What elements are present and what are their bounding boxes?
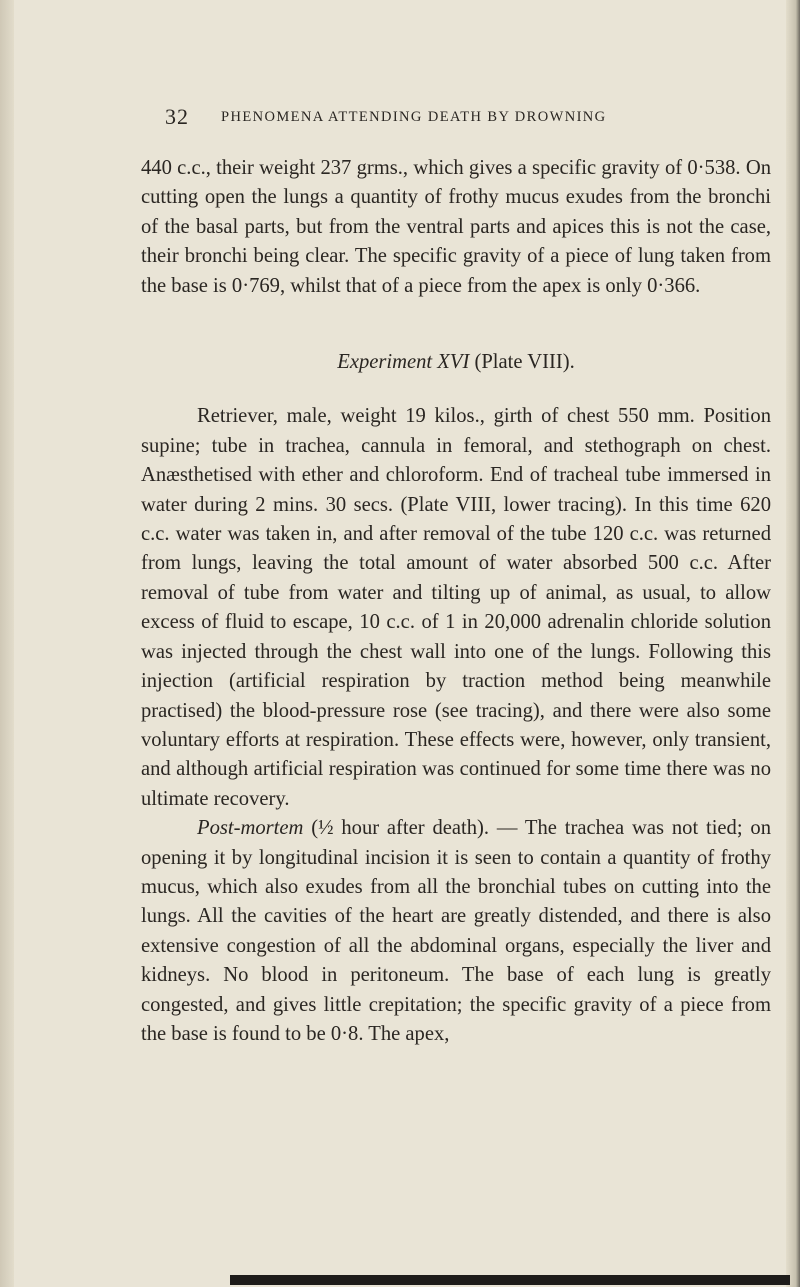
paragraph-continued: 440 c.c., their weight 237 grms., which gives a specific gravity of 0·538. On cutting open the lungs a quantity of frothy mucus exudes from the bronchi of the basal parts, but from the ventral parts and apices this is not the case, their bronchi being clear. The specific gravity of a piece of lung taken from the base is 0·769, whilst that of a piece from the apex is only 0·366. [141, 157, 771, 297]
post-mortem-open: ( [303, 817, 319, 840]
fraction-half: ½ [318, 817, 334, 840]
body-text [141, 154, 771, 1049]
post-mortem-paragraph [141, 814, 771, 1049]
running-head-title: PHENOMENA ATTENDING DEATH BY DROWNING [221, 109, 607, 125]
experiment-heading-plate: (Plate VIII). [469, 351, 575, 374]
experiment-description: Retriever, male, weight 19 kilos., girth of chest 550 mm. Position supine; tube in trachea, cannula in femoral, and stethograph on chest. Anæsthetised with ether and chloroform. End of tracheal tube immersed in water during 2 mins. 30 secs. (Plate VIII, lower tracing). In this time 620 c.c. water was taken in, and after removal of the tube 120 c.c. was returned from lungs, leaving the total amount of water absorbed 500 c.c. After removal of tube from water and tilting up of animal, as usual, to allow excess of fluid to escape, 10 c.c. of 1 in 20,000 adrenalin chloride solution was injected through the chest wall into one of the lungs. Following this injection (artificial respiration by traction method being meanwhile practised) the blood-pressure rose (see tracing), and there were also some voluntary efforts at respiration. These effects were, however, only transient, and although artificial respiration was continued for some time there was no ultimate recovery. [141, 405, 771, 810]
bottom-rule [230, 1275, 790, 1285]
post-mortem-label: Post-mortem [197, 817, 304, 840]
post-mortem-text: hour after death). — The trachea was not tied; on opening it by longitudinal incision it is seen to contain a quantity of frothy mucus, which also exudes from all the bronchial tubes on cutting into the lungs. All the cavities of the heart are greatly distended, and there is also extensive congestion of all the abdominal organs, especially the liver and kidneys. No blood in peritoneum. The base of each lung is greatly congested, and gives little crepitation; the specific gravity of a piece from the base is found to be 0·8. The apex, [141, 817, 771, 1045]
experiment-heading [141, 348, 771, 377]
experiment-heading-italic: Experiment XVI [337, 351, 470, 374]
running-head [165, 104, 765, 134]
page-number: 32 [165, 104, 189, 129]
